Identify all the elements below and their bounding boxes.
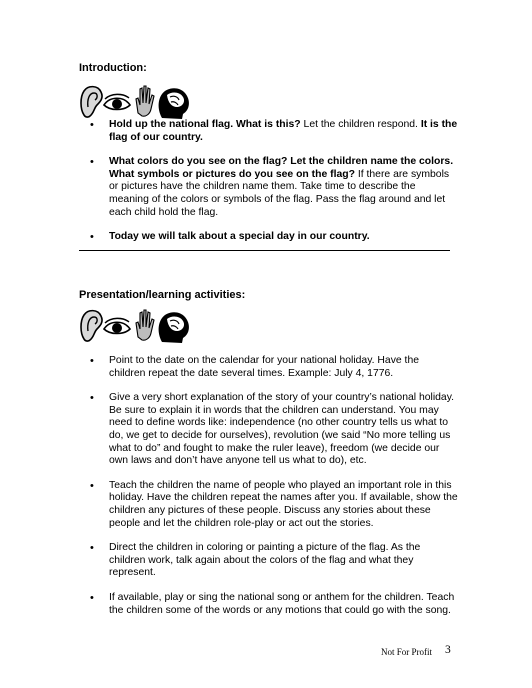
presentation-heading: Presentation/learning activities: bbox=[79, 289, 246, 301]
introduction-heading: Introduction: bbox=[79, 62, 147, 74]
ear-icon bbox=[81, 87, 102, 117]
page-number: 3 bbox=[445, 644, 451, 656]
senses-icons bbox=[78, 307, 198, 345]
bullet-text: Hold up the national flag. What is this? bbox=[109, 119, 301, 130]
bullet-text: If there are symbols or pictures have the children name them. Take time to describe the meaning of the colors or symbols of the flag. Pass the flag around and let each child hold the flag. bbox=[109, 168, 450, 218]
list-item bbox=[90, 542, 458, 580]
section-divider bbox=[79, 250, 450, 251]
bullet-text: Give a very short explanation of the story of your country’s national holiday. Be sure to explain it in words that the children can understand. You may need to define words like: independence (no other country tells us what to do, we get to decide for ourselves), revolution (we said “No more telling us what to do” and fought to make the ruler leave), freedom (we decide our own laws and don’t have anyone tell us what to do), etc. bbox=[109, 392, 455, 467]
head-icon bbox=[159, 312, 189, 343]
list-item bbox=[90, 392, 458, 468]
bullet-text: Direct the children in coloring or painting a picture of the flag. As the children work, talk again about the colors of the flag and what they represent. bbox=[109, 542, 421, 579]
bullet-text: Today we will talk about a special day in our country. bbox=[109, 231, 370, 243]
hand-icon bbox=[136, 310, 154, 340]
bullet-text: It is the flag of our country. bbox=[109, 119, 458, 143]
presentation-bullet-list bbox=[90, 355, 458, 617]
eye-icon bbox=[104, 94, 130, 109]
list-item bbox=[90, 156, 458, 219]
bullet-text: Let the children respond. bbox=[300, 119, 421, 130]
intro-bullet-list bbox=[90, 119, 458, 244]
hand-icon bbox=[136, 86, 154, 116]
bullet-text: What colors do you see on the flag? Let the children name the colors. What symbols or pictures do you see on the flag? bbox=[109, 156, 454, 180]
footer-not-for-profit: Not For Profit bbox=[381, 647, 433, 657]
list-item bbox=[90, 231, 458, 244]
eye-icon bbox=[104, 318, 130, 333]
head-icon bbox=[159, 88, 189, 119]
list-item bbox=[90, 480, 458, 530]
bullet-text: Teach the children the name of people who played an important role in this holiday. Have the children repeat the names after you. If available, show the children any pictures of these people. Discuss any stories about these people and let the children role-play or act out the stories. bbox=[109, 479, 458, 529]
bullet-text: If available, play or sing the national song or anthem for the children. Teach the children some of the words or any motions that could go with the song. bbox=[109, 591, 455, 616]
senses-icons bbox=[78, 83, 198, 121]
list-item bbox=[90, 355, 458, 380]
bullet-text: Point to the date on the calendar for your national holiday. Have the children repeat the date several times. Example: July 4, 1776. bbox=[109, 355, 419, 379]
list-item bbox=[90, 592, 458, 617]
ear-icon bbox=[81, 311, 102, 341]
list-item bbox=[90, 119, 458, 144]
